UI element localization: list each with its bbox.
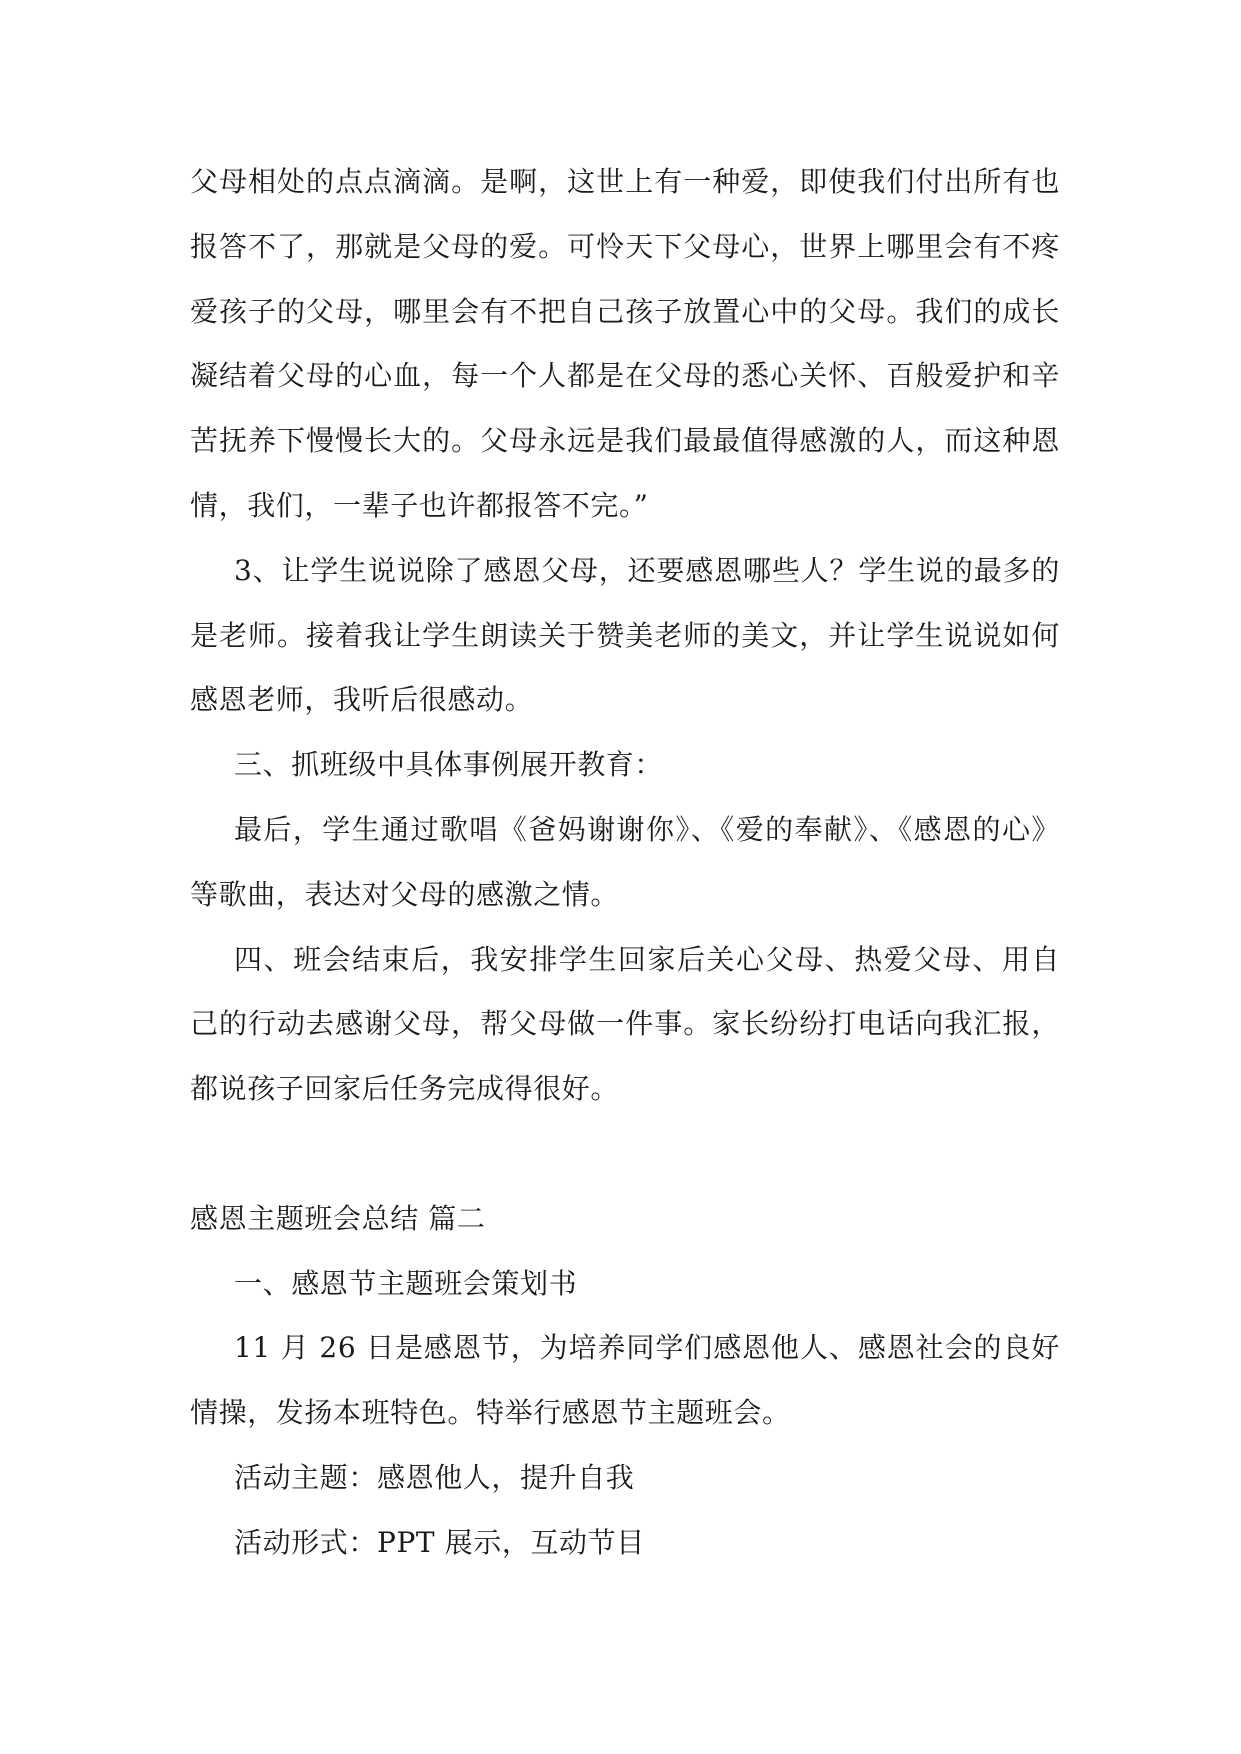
section-spacer xyxy=(190,1122,1060,1187)
paragraph-plan-heading: 一、感恩节主题班会策划书 xyxy=(234,1266,578,1300)
paragraph-heading-4: 四、班会结束后，我安排学生回家后关心父母、热爱父母、用自己的行动去感谢父母，帮父母做一件事。家长纷纷打电话向我汇报，都说孩子回家后任务完成得很好。 xyxy=(190,942,1060,1106)
paragraph-intro: 11 月 26 日是感恩节，为培养同学们感恩他人、感恩社会的良好情操，发扬本班特色。特举行感恩节主题班会。 xyxy=(190,1331,1060,1430)
paragraph-heading-3: 三、抓班级中具体事例展开教育： xyxy=(234,748,664,782)
paragraph-continued: 父母相处的点点滴滴。是啊，这世上有一种爱，即使我们付出所有也报答不了，那就是父母的爱。可怜天下父母心，世界上哪里会有不疼爱孩子的父母，哪里会有不把自己孩子放置心中的父母。我们的成长凝结着父母的心血，每一个人都是在父母的悉心关怀、百般爱护和辛苦抚养下慢慢长大的。父母永远是我们最最值得感激的人，而这种恩情，我们，一辈子也许都报答不完。” xyxy=(190,165,1060,522)
paragraph-item-3: 3、让学生说说除了感恩父母，还要感恩哪些人？学生说的最多的是老师。接着我让学生朗读关于赞美老师的美文，并让学生说说如何感恩老师，我听后很感动。 xyxy=(190,553,1060,717)
paragraph-theme: 活动主题：感恩他人，提升自我 xyxy=(234,1460,635,1494)
section-title: 感恩主题班会总结 篇二 xyxy=(190,1201,486,1235)
paragraph-songs: 最后，学生通过歌唱《爸妈谢谢你》、《爱的奉献》、《感恩的心》等歌曲，表达对父母的感激之情。 xyxy=(190,812,1060,911)
paragraph-format: 活动形式：PPT 展示，互动节目 xyxy=(234,1525,645,1559)
document-page xyxy=(190,150,1060,1576)
